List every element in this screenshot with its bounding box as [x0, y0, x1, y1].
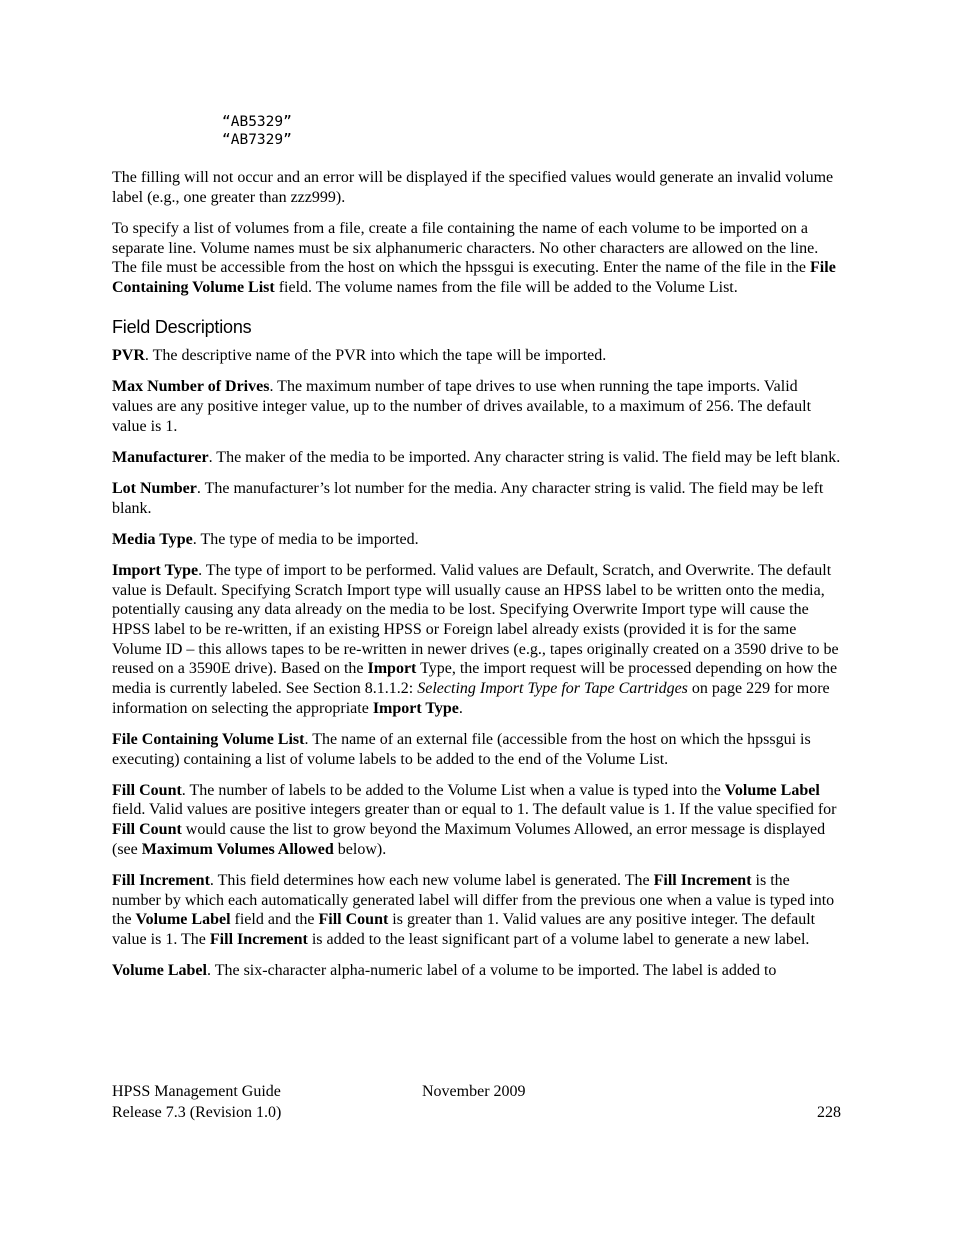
field-fill-count: Fill Count. The number of labels to be added to the Volume List when a value is typed into the Volume Label field. Valid values are positive integers greater than or equal to 1. The default value is 1. If the value specified for Fill Count would cause the list to grow beyond the Maximum Volumes Allowed, an error message is displayed (see Maximum Volumes Allowed below). — [112, 781, 837, 858]
field-volume-label: Volume Label. The six-character alpha-numeric label of a volume to be imported. The label is added to — [112, 962, 777, 980]
paragraph-filling-error: The filling will not occur and an error will be displayed if the specified values would generate an invalid volume label (e.g., one greater than zzz999). — [112, 169, 834, 206]
field-media-type: Media Type. The type of media to be imported. — [112, 530, 419, 548]
footer-release: Release 7.3 (Revision 1.0) — [112, 1104, 282, 1121]
field-file-list: File Containing Volume List. The name of an external file (accessible from the host on which the hpssgui is executing) containing a list of volume labels to be added to the end of the Volume List. — [112, 730, 811, 768]
footer-date: November 2009 — [422, 1083, 526, 1100]
field-lot-number: Lot Number. The manufacturer’s lot number for the media. Any character string is valid. The field may be left blank. — [112, 480, 824, 517]
field-fill-increment: Fill Increment. This field determines how each new volume label is generated. The Fill Increment is the number by which each automatically generated label will differ from the previous one when a value is typed into the Volume Label field and the Fill Count is greater than 1. Valid values are any positive integer. The default value is 1. The Fill Increment is added to the least significant part of a volume label to generate a new label. — [112, 871, 835, 949]
field-max-drives: Max Number of Drives. The maximum number of tape drives to use when running the tape imports. Valid values are any positive integer value, up to the number of drives available, to a maximum of 256. The default value is 1. — [112, 378, 812, 435]
field-manufacturer: Manufacturer. The maker of the media to be imported. Any character string is valid. The field may be left blank. — [112, 448, 841, 466]
section-reference: Selecting Import Type for Tape Cartridges — [417, 680, 688, 698]
footer-guide-title: HPSS Management Guide — [112, 1083, 281, 1100]
example-value-2: “AB7329” — [222, 132, 292, 148]
field-pvr: PVR. The descriptive name of the PVR into which the tape will be imported. — [112, 347, 607, 365]
footer-page-number: 228 — [817, 1104, 841, 1121]
paragraph-volume-file: To specify a list of volumes from a file, create a file containing the name of each volume to be imported on a separate line. Volume names must be six alphanumeric characters. No other characters are allowed on the line. The file must be accessible from the host on which the hpssgui is executing. Enter the name of the file in the File Containing Volume List field. The volume names from the file will be added to the Volume List. — [112, 219, 836, 296]
section-heading: Field Descriptions — [112, 316, 252, 337]
body-text — [112, 168, 842, 992]
example-value-1: “AB5329” — [222, 114, 292, 130]
field-import-type: Import Type. The type of import to be performed. Valid values are Default, Scratch, and Overwrite. The default value is Default. Specifying Scratch Import type will usually cause an HPSS label to be written onto the media, potentially causing any data already on the media to be lost. Specifying Overwrite Import type will cause the HPSS label to be re-written, if an existing HPSS or Foreign label already exists (provided it is for the same Volume ID – this allows tapes to be re-written in newer drives (e.g., tapes originally created on a 3590 drive to be reused on a 3590E drive). Based on the Import Type, the import request will be processed depending on how the media is currently labeled. See Section 8.1.1.2: Selecting Import Type for Tape Cartridges on page 229 for more information on selecting the appropriate Import Type. — [112, 561, 839, 717]
